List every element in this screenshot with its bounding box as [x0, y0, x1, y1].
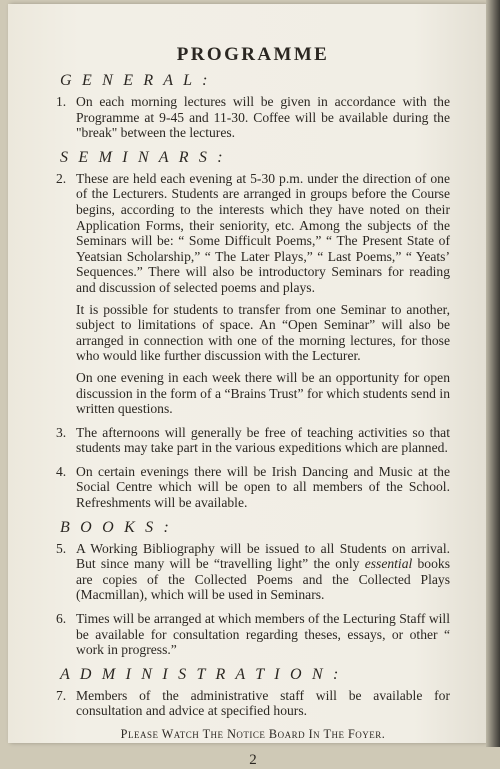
page-title: PROGRAMME [176, 44, 330, 65]
page-content [56, 44, 450, 769]
section-heading-administration: A D M I N I S T R A T I O N : [60, 665, 342, 683]
section-heading-general: G E N E R A L : [60, 72, 211, 89]
list-item-6 [56, 611, 450, 658]
item-body [76, 688, 450, 719]
document-page [8, 4, 486, 768]
item-body [76, 171, 450, 417]
item-paragraph: A Working Bibliography will be issued to all Students on arrival. But since many will be “travelling light” the only essential books are copies of the Collected Poems and the Collected Plays (Macmillan), which will be used in Seminars. [76, 540, 450, 603]
item-paragraph: The afternoons will generally be free of teaching activities so that students may take part in the various expeditions which are planned. [76, 424, 450, 456]
book-spine-edge [486, 0, 500, 747]
list-item-1 [56, 94, 450, 141]
page-number: 2 [249, 752, 257, 768]
list-item-5 [56, 541, 450, 603]
item-paragraph: Members of the administrative staff will be available for consultation and advice at specified hours. [76, 687, 450, 719]
notice-board-note: Please Watch The Notice Board In The Foyer. [120, 727, 386, 741]
item-number: 1. [56, 94, 67, 109]
item-number: 7. [56, 687, 67, 703]
list-item-7 [56, 688, 450, 719]
item-number: 6. [56, 611, 67, 627]
item-body [76, 94, 450, 141]
list-item-3 [56, 425, 450, 456]
item-number: 2. [56, 170, 67, 186]
list-item-4 [56, 464, 450, 511]
section-heading-seminars: S E M I N A R S : [60, 148, 226, 166]
item-number: 4. [56, 463, 67, 479]
item-paragraph: On certain evenings there will be Irish Dancing and Music at the Social Centre which will be open to all members of the School. Refreshments will be available. [76, 463, 450, 511]
item-body [76, 464, 450, 511]
item-paragraph: It is possible for students to transfer from one Seminar to another, subject to limitations of space. An “Open Seminar” will also be arranged in connection with one of the morning lectures, for those who would like further discussion with the Lecturer. [76, 301, 450, 364]
item-paragraph: On one evening in each week there will be an opportunity for open discussion in the form of a “Brains Trust” for which students send in written questions. [76, 369, 450, 417]
item-paragraph: Times will be arranged at which members of the Lecturing Staff will be available for consultation regarding theses, essays, or other “ work in progress.” [76, 611, 450, 658]
item-paragraph: On each morning lectures will be given in accordance with the Programme at 9-45 and 11-30. Coffee will be available during the "break" between the lectures. [76, 94, 450, 141]
item-body [76, 611, 450, 658]
item-body [76, 541, 450, 603]
list-item-2 [56, 171, 450, 417]
section-heading-books: B O O K S : [60, 518, 173, 536]
item-number: 5. [56, 540, 67, 556]
item-body [76, 425, 450, 456]
item-number: 3. [56, 424, 67, 440]
item-paragraph: These are held each evening at 5-30 p.m. under the direction of one of the Lecturers. Students are arranged in groups before the Course begins, according to the interests which they have noted on their Application Forms, their seniority, etc. Among the subjects of the Seminars will be: “ Some Difficult Poems,” “ The Present State of Yeatsian Scholarship,” “ The Later Plays,” “ Last Poems,” “ Yeats’ Sequences.” There will also be introductory Seminars for reading and discussion of selected poems and plays. [76, 170, 450, 295]
